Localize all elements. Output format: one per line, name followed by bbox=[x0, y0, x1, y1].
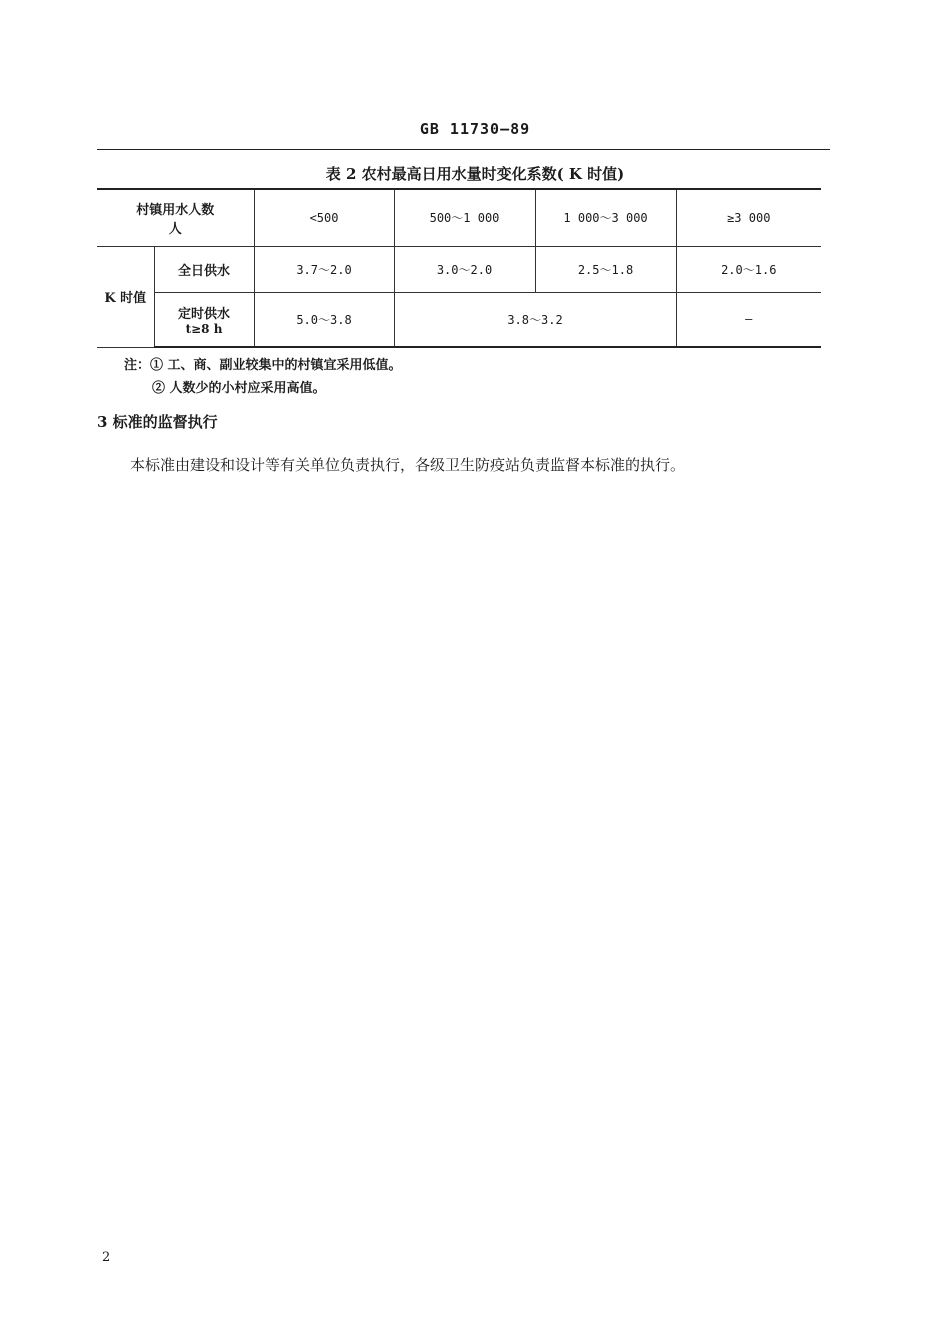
column-header: <500 bbox=[254, 189, 394, 246]
timed-supply-label: 定时供水 bbox=[178, 306, 231, 322]
body-paragraph: 本标准由建设和设计等有关单位负责执行，各级卫生防疫站负责监督本标准的执行。 bbox=[130, 456, 686, 474]
table-notes bbox=[124, 354, 402, 400]
full-day-supply-label: 全日供水 bbox=[154, 246, 254, 292]
table-cell: — bbox=[676, 292, 821, 347]
table-cell: 5.0～3.8 bbox=[254, 292, 394, 347]
standard-code-header: GB 11730—89 bbox=[419, 120, 531, 138]
note-1: 注：① 工、商、副业较集中的村镇宜采用低值。 bbox=[124, 358, 402, 373]
coefficient-table bbox=[97, 188, 821, 348]
k-value-row-label: K 时值 bbox=[97, 246, 154, 347]
page-number: 2 bbox=[102, 1250, 111, 1265]
population-header-unit: 人 bbox=[168, 221, 182, 237]
column-header: ≥3 000 bbox=[676, 189, 821, 246]
section-heading: 3 标准的监督执行 bbox=[97, 413, 218, 431]
timed-supply-condition: t≥8 h bbox=[185, 321, 223, 336]
table-cell: 3.7～2.0 bbox=[254, 246, 394, 292]
header-rule bbox=[97, 149, 830, 150]
table-cell: 2.0～1.6 bbox=[676, 246, 821, 292]
population-header-cell bbox=[97, 189, 254, 246]
column-header: 500～1 000 bbox=[394, 189, 535, 246]
column-header: 1 000～3 000 bbox=[535, 189, 676, 246]
timed-supply-label-cell bbox=[154, 292, 254, 347]
note-2: ② 人数少的小村应采用高值。 bbox=[152, 381, 326, 396]
merged-table-cell: 3.8～3.2 bbox=[394, 292, 676, 347]
table-cell: 3.0～2.0 bbox=[394, 246, 535, 292]
population-header-label: 村镇用水人数 bbox=[136, 202, 215, 218]
table-cell: 2.5～1.8 bbox=[535, 246, 676, 292]
table-caption: 表 2 农村最高日用水量时变化系数( K 时值) bbox=[325, 165, 625, 183]
